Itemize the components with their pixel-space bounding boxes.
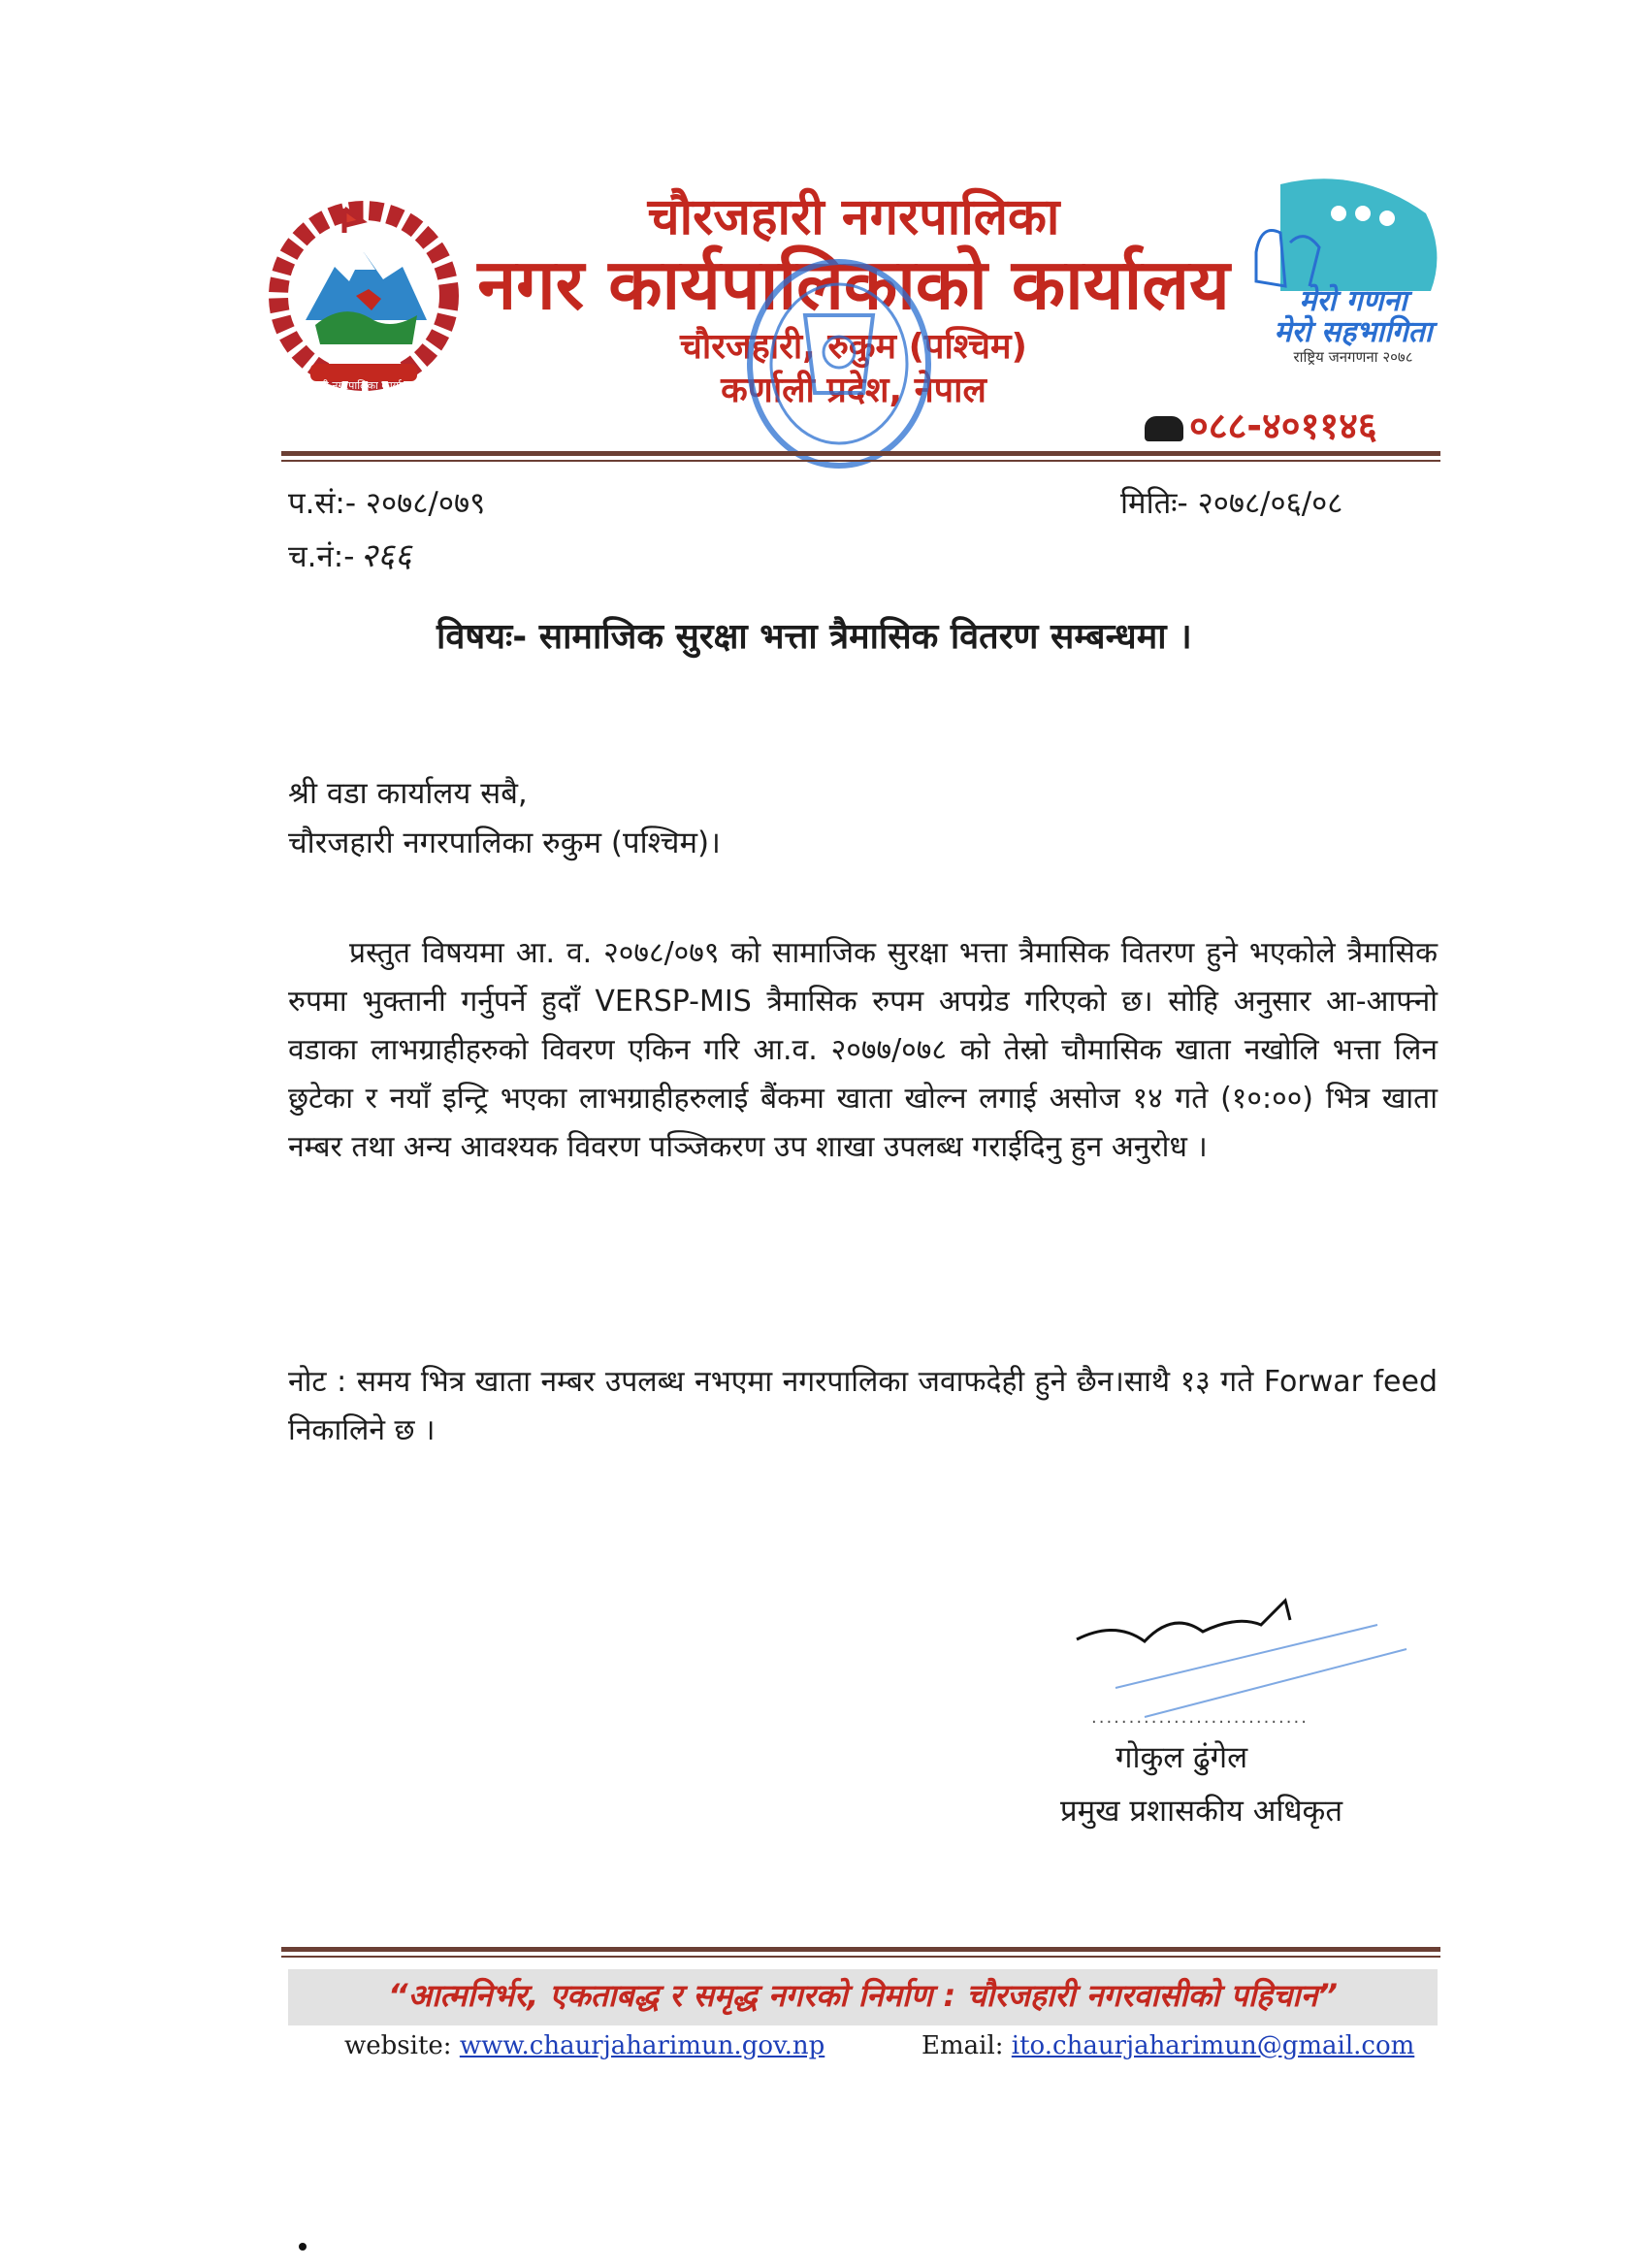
footer-rule	[281, 1947, 1440, 1952]
header-rule	[281, 451, 1440, 456]
signatory-title: प्रमुख प्रशासकीय अधिकृत	[1060, 1794, 1343, 1829]
phone-number	[1145, 400, 1377, 450]
body-paragraph: प्रस्तुत विषयमा आ. व. २०७८/०७९ को सामाजिक सुरक्षा भत्ता त्रैमासिक वितरण हुने भएकोले त्रैमासिक रुपमा भुक्तानी गर्नुपर्ने हुदाँ VERSP-MIS त्रैमासिक रुपम अपग्रेड गरिएको छ। सोहि अनुसार आ-आफ्नो वडाका लाभग्राहीहरुको विवरण एकिन गरि आ.व. २०७७/०७८ को तेस्रो चौमासिक खाता नखोलि भत्ता लिन छुटेका र नयाँ इन्ट्रि भएका लाभग्राहीहरुलाई बैंकमा खाता खोल्न लगाई असोज १४ गते (१०:००) भित्र खाता नम्बर तथा अन्य आवश्यक विवरण पञ्जिकरण उप शाखा उपलब्ध गराईदिनु हुन अनुरोध ।	[288, 936, 1438, 1165]
emblem-caption: श्री नगरपालिका कार्यालय	[318, 379, 415, 392]
signature-stamp	[1057, 1571, 1416, 1727]
date-label: मितिः-	[1120, 486, 1188, 521]
recipient-address	[288, 769, 721, 868]
letter-date	[1120, 482, 1342, 523]
date-value: २०७८/०६/०८	[1197, 486, 1343, 521]
reference-number	[288, 482, 485, 523]
census-line-2: मेरो सहभागिता	[1274, 314, 1433, 349]
census-line-1: मेरो गणना	[1299, 284, 1407, 318]
signature-dotted-line: ·····························	[1091, 1712, 1309, 1733]
signatory-name: गोकुल ढुंगेल	[1116, 1740, 1248, 1775]
office-seal-stamp	[737, 247, 941, 480]
municipality-name: चौरजहारी नगरपालिका	[647, 187, 1060, 246]
footer-email	[922, 2031, 1414, 2060]
website-label: website:	[344, 2031, 452, 2060]
ref-label: प.सं:-	[288, 486, 357, 521]
footer-rule-thin	[281, 1956, 1440, 1958]
ref-value: २०७८/०७९	[365, 486, 486, 521]
office-name: नगर कार्यपालिकाको कार्यालय	[477, 243, 1230, 326]
dispatch-value: २६६	[360, 536, 412, 575]
census-line-3: राष्ट्रिय जनगणना २०७८	[1293, 348, 1413, 366]
header-rule-thin	[281, 460, 1440, 462]
subject-line: विषयः- सामाजिक सुरक्षा भत्ता त्रैमासिक वितरण सम्बन्धमा ।	[436, 617, 1192, 657]
email-link[interactable]: ito.chaurjaharimun@gmail.com	[1011, 2031, 1415, 2060]
email-label: Email:	[922, 2031, 1004, 2060]
address-line-1: श्री वडा कार्यालय सबै,	[288, 776, 528, 811]
office-location: चौरजहारी, रुकुम (पश्चिम)	[680, 326, 1027, 367]
footer-website	[344, 2031, 824, 2060]
note-paragraph: नोट : समय भित्र खाता नम्बर उपलब्ध नभएमा नगरपालिका जवाफदेही हुने छैन।साथै १३ गते Forwar feed निकालिने छ ।	[288, 1365, 1438, 1448]
address-line-2: चौरजहारी नगरपालिका रुकुम (पश्चिम)।	[288, 826, 721, 861]
dispatch-number	[288, 532, 411, 576]
scan-speck	[299, 2243, 307, 2251]
website-link[interactable]: www.chaurjaharimun.gov.np	[459, 2031, 825, 2060]
phone-value: ०८८-४०११४६	[1189, 405, 1377, 447]
census-text	[1261, 286, 1445, 367]
dispatch-label: च.नं:-	[288, 539, 355, 574]
office-province: कर्णाली प्रदेश, नेपाल	[721, 370, 986, 410]
footer-slogan: “आत्मनिर्भर, एकताबद्ध र समृद्ध नगरको निर्माण : चौरजहारी नगरवासीको पहिचान”	[388, 1977, 1338, 2014]
telephone-icon	[1145, 416, 1183, 441]
